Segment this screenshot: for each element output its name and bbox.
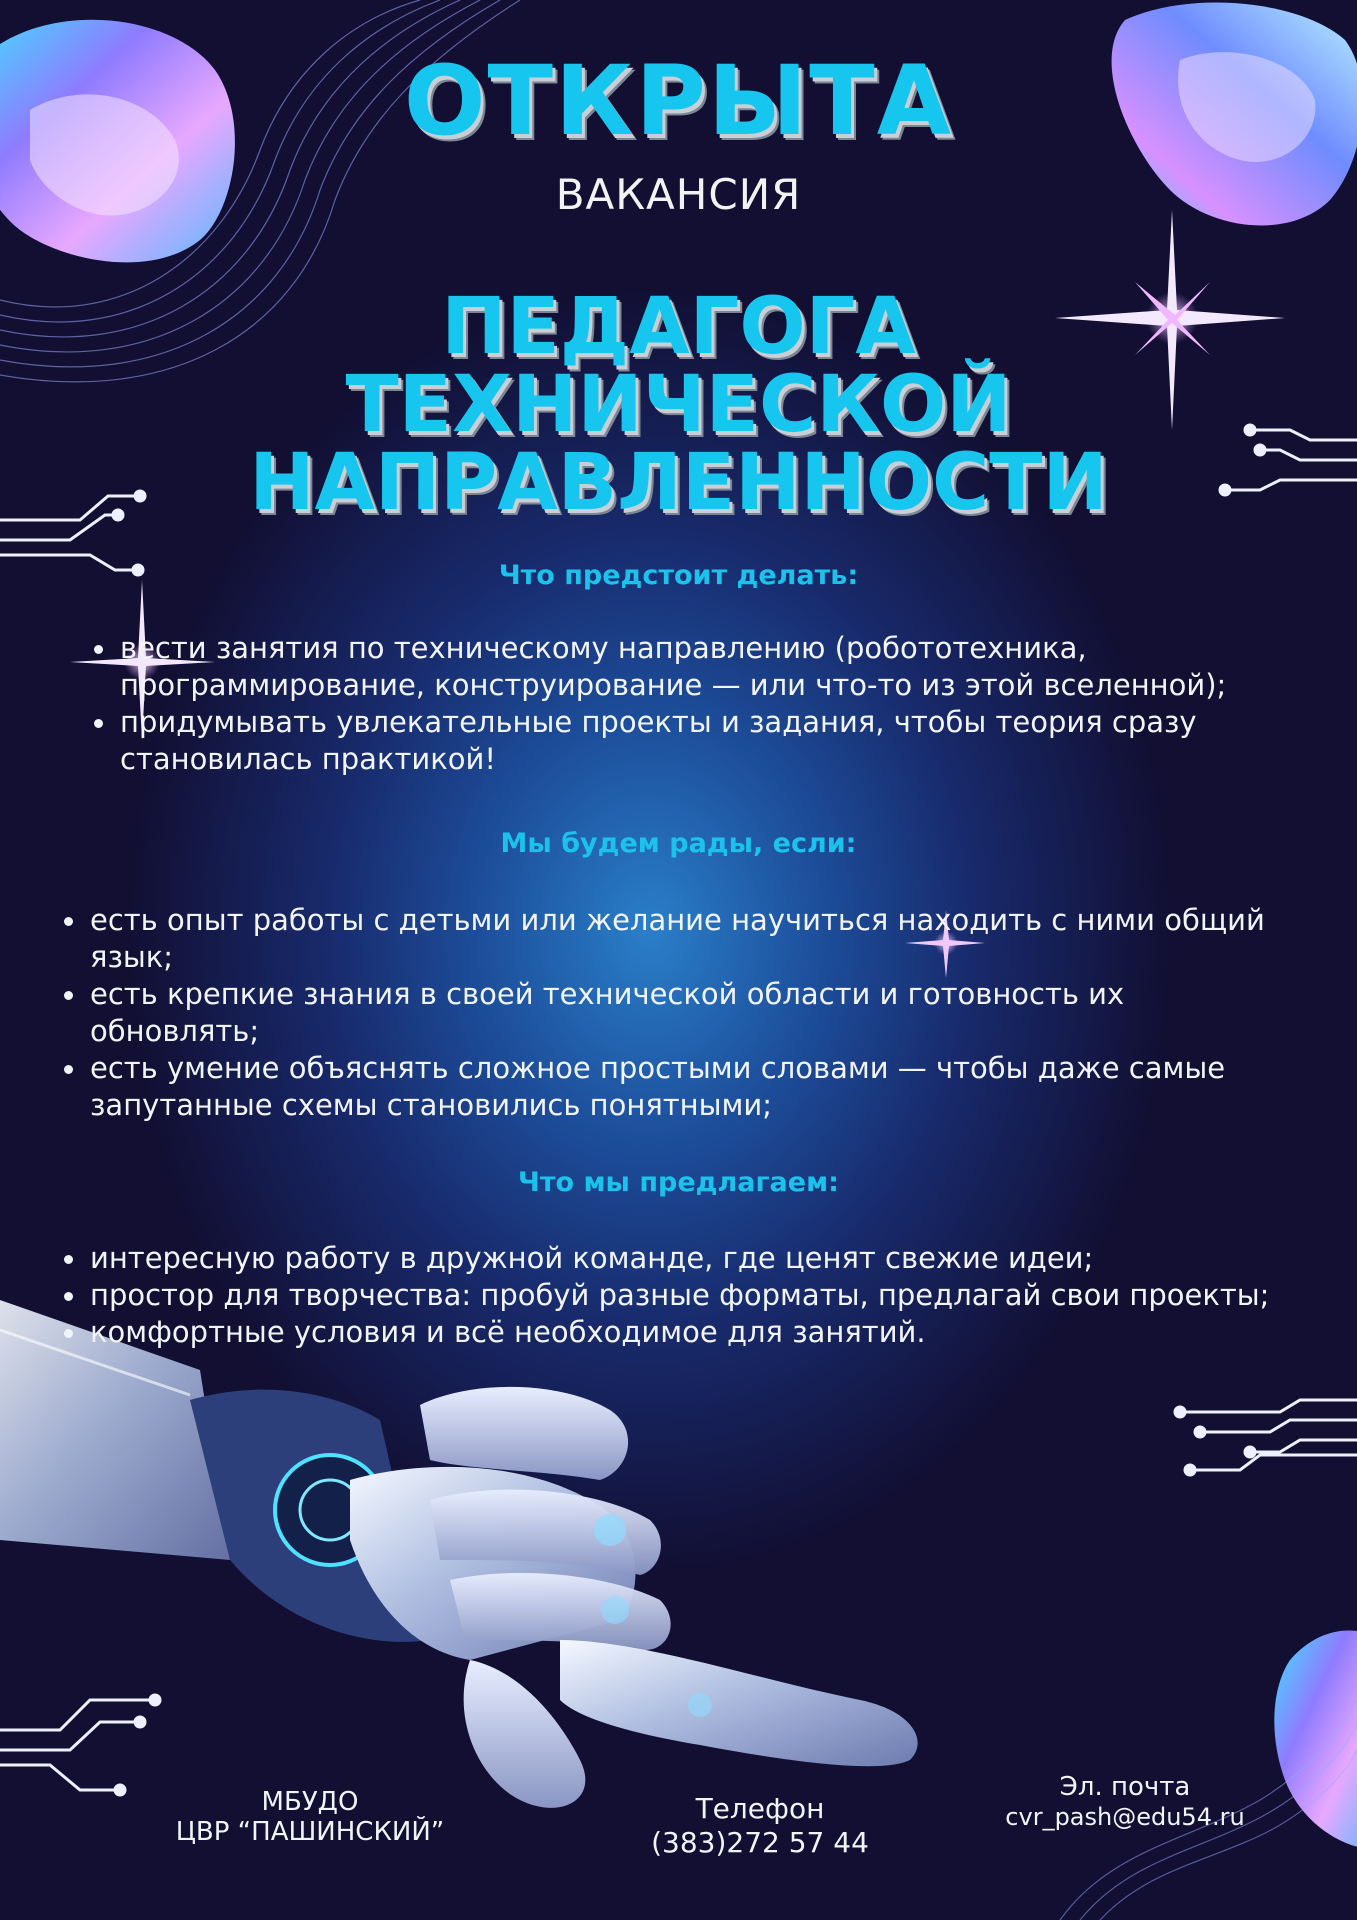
section-heading-requirements: Мы будем рады, если: — [500, 828, 857, 859]
position-title-line: ТЕХНИЧЕСКОЙ — [345, 360, 1012, 450]
footer-organization — [140, 1787, 480, 1847]
offer-list — [60, 1240, 1290, 1351]
circuit-lines-icon — [1175, 1400, 1357, 1475]
phone-number[interactable]: (383)272 57 44 — [651, 1826, 869, 1859]
org-name: ЦВР “ПАШИНСКИЙ” — [175, 1817, 445, 1847]
footer-email — [980, 1772, 1270, 1832]
duties-list — [90, 630, 1290, 778]
list-item: есть умение объяснять сложное простыми словами — чтобы даже самые запутанные схемы становились понятными; — [60, 1050, 1290, 1124]
email-label: Эл. почта — [1059, 1772, 1191, 1802]
email-address[interactable]: cvr_pash@edu54.ru — [1005, 1803, 1245, 1831]
position-title-line: НАПРАВЛЕННОСТИ — [249, 438, 1108, 528]
list-item: интересную работу в дружной команде, где ценят свежие идеи; — [60, 1240, 1290, 1277]
list-item: есть крепкие знания в своей технической области и готовность их обновлять; — [60, 976, 1290, 1050]
circuit-lines-icon — [0, 1695, 160, 1795]
robot-hand-icon — [0, 1300, 918, 1808]
iridescent-blob-icon — [1274, 1630, 1357, 1850]
phone-label: Телефон — [695, 1792, 825, 1825]
list-item: вести занятия по техническому направлению (робототехника, программирование, конструирование — или что-то из этой вселенной); — [90, 630, 1290, 704]
section-heading-offer: Что мы предлагаем: — [518, 1167, 839, 1198]
list-item: придумывать увлекательные проекты и задания, чтобы теория сразу становилась практикой! — [90, 704, 1290, 778]
headline-open: ОТКРЫТА — [403, 45, 954, 157]
section-heading-duties: Что предстоит делать: — [498, 560, 859, 591]
list-item: простор для творчества: пробуй разные форматы, предлагай свои проекты; — [60, 1277, 1290, 1314]
list-item: комфортные условия и всё необходимое для занятий. — [60, 1314, 1290, 1351]
position-title-line: ПЕДАГОГА — [441, 282, 916, 372]
position-title — [0, 282, 1357, 528]
list-item: есть опыт работы с детьми или желание научиться находить с ними общий язык; — [60, 902, 1290, 976]
requirements-list — [60, 902, 1290, 1124]
headline-vacancy: ВАКАНСИЯ — [555, 170, 802, 219]
footer-phone — [620, 1792, 900, 1860]
org-type: МБУДО — [261, 1787, 359, 1817]
